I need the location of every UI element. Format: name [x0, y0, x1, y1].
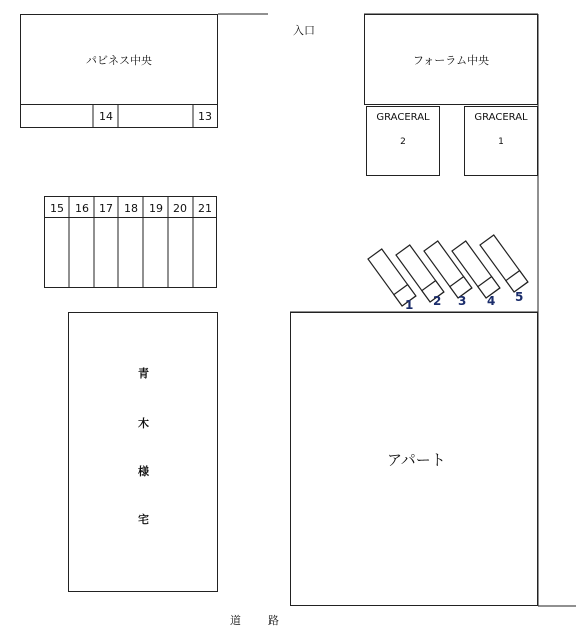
road-label-char-1: 道	[230, 614, 241, 627]
road-label-char-2: 路	[268, 614, 279, 627]
parking-slot-18: 18	[124, 202, 138, 215]
graceral-1-number: 1	[498, 137, 504, 147]
bike-slot-1-number: 1	[405, 298, 414, 312]
graceral-1-name: GRACERAL	[474, 112, 528, 123]
building-pabinesu-label: パビネス中央	[86, 53, 152, 67]
bike-slot-2-number: 2	[433, 294, 442, 308]
building-forum-label: フォーラム中央	[412, 53, 490, 67]
entrance-label: 入口	[293, 24, 315, 37]
bike-slot-3-number: 3	[458, 294, 467, 308]
parking-slot-15: 15	[50, 202, 64, 215]
parking-slot-17: 17	[99, 202, 113, 215]
parking-slot-20: 20	[173, 202, 187, 215]
apartment-label: アパート	[387, 451, 446, 469]
bike-slot-4-number: 4	[487, 294, 496, 308]
aoki-house-char-3: 様	[138, 465, 149, 478]
aoki-house-char-2: 木	[138, 417, 149, 430]
parking-slot-21: 21	[198, 202, 212, 215]
graceral-2-number: 2	[400, 137, 406, 147]
parking-slot-13: 13	[198, 110, 212, 123]
aoki-house-char-4: 宅	[138, 513, 149, 526]
bike-slot-5-number: 5	[515, 290, 524, 304]
aoki-house-char-1: 青	[138, 367, 149, 380]
parking-slot-14: 14	[99, 110, 113, 123]
parking-slot-19: 19	[149, 202, 163, 215]
parking-slot-16: 16	[75, 202, 89, 215]
graceral-2-name: GRACERAL	[376, 112, 430, 123]
